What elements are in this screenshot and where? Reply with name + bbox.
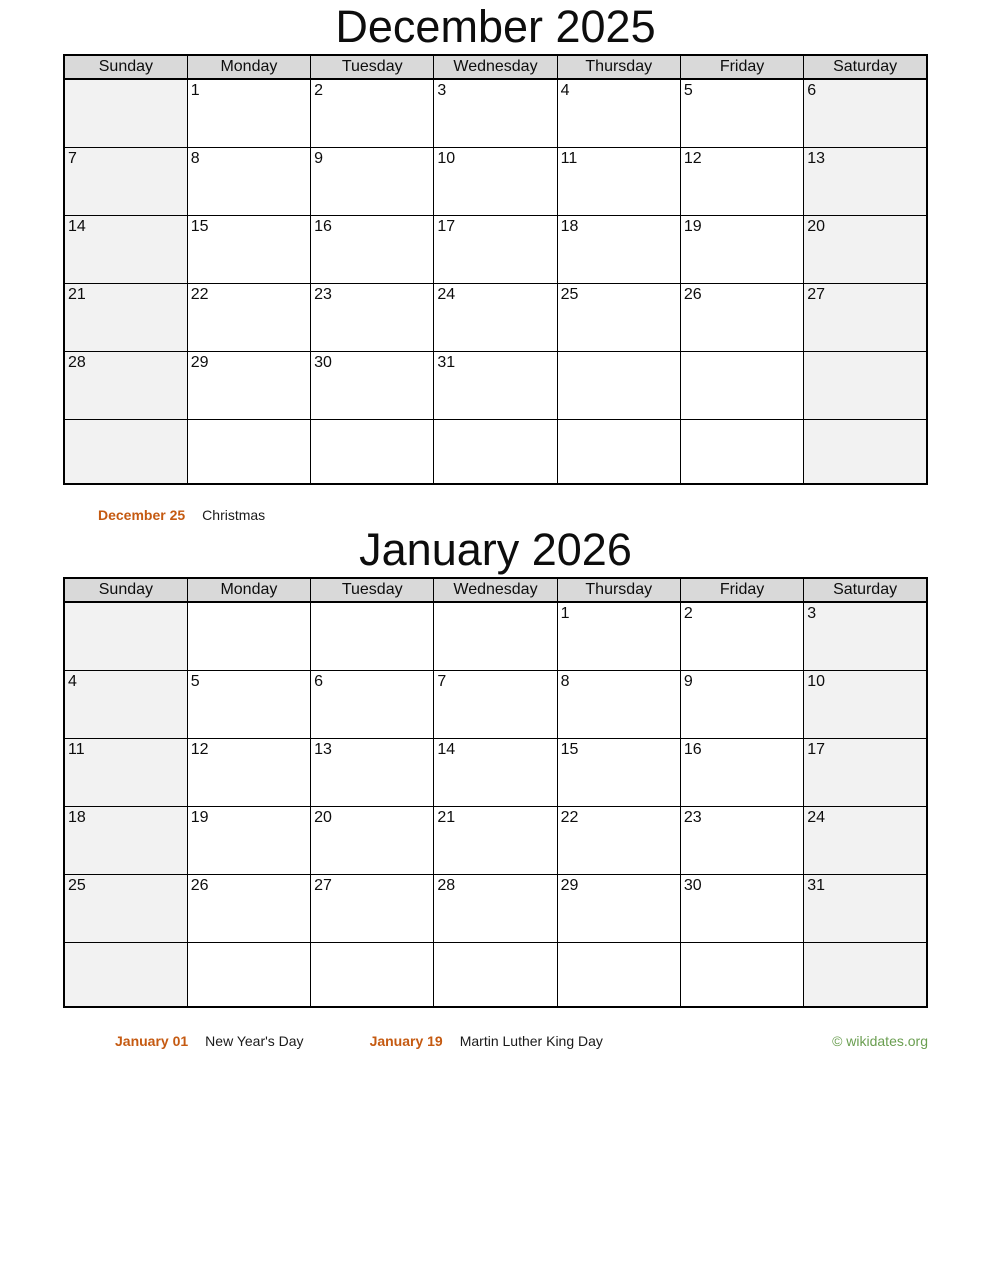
week-row	[64, 738, 927, 806]
date-cell: 9	[680, 670, 803, 738]
date-cell: 31	[434, 351, 557, 419]
weekday-header-thursday: Thursday	[557, 578, 680, 602]
december-holiday-note	[98, 507, 928, 523]
week-row	[64, 602, 927, 670]
date-cell: 17	[434, 215, 557, 283]
holiday-date-label: January 01	[115, 1033, 189, 1049]
date-cell: 5	[680, 79, 803, 147]
date-cell: 25	[557, 283, 680, 351]
weekday-header-wednesday: Wednesday	[434, 578, 557, 602]
date-cell: 27	[804, 283, 927, 351]
january-calendar	[63, 577, 928, 1008]
date-cell	[557, 942, 680, 1007]
date-cell: 12	[187, 738, 310, 806]
date-cell: 14	[64, 215, 187, 283]
weekday-header-sunday: Sunday	[64, 578, 187, 602]
date-cell: 19	[187, 806, 310, 874]
date-cell: 16	[680, 738, 803, 806]
date-cell: 14	[434, 738, 557, 806]
date-cell	[311, 602, 434, 670]
date-cell: 10	[804, 670, 927, 738]
date-cell: 2	[680, 602, 803, 670]
date-cell: 6	[804, 79, 927, 147]
week-row	[64, 806, 927, 874]
date-cell: 1	[557, 602, 680, 670]
date-cell: 15	[187, 215, 310, 283]
weekday-header-monday: Monday	[187, 55, 310, 79]
date-cell: 24	[434, 283, 557, 351]
weekday-header-thursday: Thursday	[557, 55, 680, 79]
weekday-header-saturday: Saturday	[804, 55, 927, 79]
date-cell: 27	[311, 874, 434, 942]
date-cell	[64, 602, 187, 670]
date-cell: 4	[64, 670, 187, 738]
holiday-note-pair	[98, 507, 265, 523]
date-cell	[804, 942, 927, 1007]
holiday-name-label: New Year's Day	[205, 1033, 304, 1049]
weekday-header-saturday: Saturday	[804, 578, 927, 602]
date-cell: 21	[434, 806, 557, 874]
date-cell	[680, 942, 803, 1007]
date-cell	[557, 419, 680, 484]
date-cell	[680, 351, 803, 419]
weekday-header-row	[64, 55, 927, 79]
date-cell: 28	[434, 874, 557, 942]
date-cell	[804, 419, 927, 484]
date-cell: 25	[64, 874, 187, 942]
holiday-date-label: January 19	[369, 1033, 443, 1049]
date-cell: 20	[804, 215, 927, 283]
date-cell: 9	[311, 147, 434, 215]
date-cell	[187, 419, 310, 484]
weekday-header-monday: Monday	[187, 578, 310, 602]
date-cell	[187, 942, 310, 1007]
holiday-date-label: December 25	[98, 507, 186, 523]
date-cell: 23	[311, 283, 434, 351]
date-cell: 3	[434, 79, 557, 147]
date-cell: 8	[187, 147, 310, 215]
weekday-header-tuesday: Tuesday	[311, 55, 434, 79]
week-row	[64, 670, 927, 738]
december-title: December 2025	[335, 1, 656, 52]
week-row	[64, 351, 927, 419]
weekday-header-tuesday: Tuesday	[311, 578, 434, 602]
weekday-header-row	[64, 578, 927, 602]
date-cell	[434, 419, 557, 484]
date-cell: 28	[64, 351, 187, 419]
date-cell: 15	[557, 738, 680, 806]
date-cell	[311, 942, 434, 1007]
date-cell: 18	[557, 215, 680, 283]
date-cell: 8	[557, 670, 680, 738]
weekday-header-friday: Friday	[680, 55, 803, 79]
date-cell: 11	[557, 147, 680, 215]
date-cell: 4	[557, 79, 680, 147]
date-cell: 19	[680, 215, 803, 283]
date-cell	[680, 419, 803, 484]
date-cell: 17	[804, 738, 927, 806]
date-cell: 30	[680, 874, 803, 942]
date-cell	[64, 79, 187, 147]
date-cell: 3	[804, 602, 927, 670]
date-cell	[434, 602, 557, 670]
date-cell	[434, 942, 557, 1007]
date-cell: 11	[64, 738, 187, 806]
week-row	[64, 147, 927, 215]
date-cell: 22	[557, 806, 680, 874]
copyright-label: © wikidates.org	[832, 1033, 928, 1049]
december-calendar	[63, 54, 928, 485]
date-cell	[187, 602, 310, 670]
date-cell	[804, 351, 927, 419]
mlk-note-pair	[370, 1033, 603, 1049]
footer	[115, 1033, 928, 1049]
date-cell: 21	[64, 283, 187, 351]
holiday-name-label: Martin Luther King Day	[459, 1033, 603, 1049]
date-cell: 31	[804, 874, 927, 942]
week-row	[64, 419, 927, 484]
week-row	[64, 215, 927, 283]
date-cell: 1	[187, 79, 310, 147]
date-cell: 24	[804, 806, 927, 874]
date-cell	[64, 942, 187, 1007]
weekday-header-wednesday: Wednesday	[434, 55, 557, 79]
date-cell: 30	[311, 351, 434, 419]
date-cell: 7	[434, 670, 557, 738]
date-cell: 23	[680, 806, 803, 874]
date-cell: 26	[680, 283, 803, 351]
date-cell: 12	[680, 147, 803, 215]
date-cell	[311, 419, 434, 484]
date-cell: 29	[187, 351, 310, 419]
weekday-header-friday: Friday	[680, 578, 803, 602]
date-cell: 5	[187, 670, 310, 738]
date-cell: 18	[64, 806, 187, 874]
date-cell: 22	[187, 283, 310, 351]
week-row	[64, 283, 927, 351]
holiday-name-label: Christmas	[202, 507, 266, 523]
date-cell	[64, 419, 187, 484]
date-cell: 7	[64, 147, 187, 215]
weekday-header-sunday: Sunday	[64, 55, 187, 79]
date-cell: 20	[311, 806, 434, 874]
new-years-note-pair	[115, 1033, 304, 1049]
date-cell: 29	[557, 874, 680, 942]
date-cell	[557, 351, 680, 419]
date-cell: 26	[187, 874, 310, 942]
week-row	[64, 79, 927, 147]
week-row	[64, 942, 927, 1007]
week-row	[64, 874, 927, 942]
date-cell: 10	[434, 147, 557, 215]
date-cell: 13	[311, 738, 434, 806]
january-title: January 2026	[359, 524, 632, 575]
date-cell: 16	[311, 215, 434, 283]
date-cell: 2	[311, 79, 434, 147]
date-cell: 6	[311, 670, 434, 738]
date-cell: 13	[804, 147, 927, 215]
